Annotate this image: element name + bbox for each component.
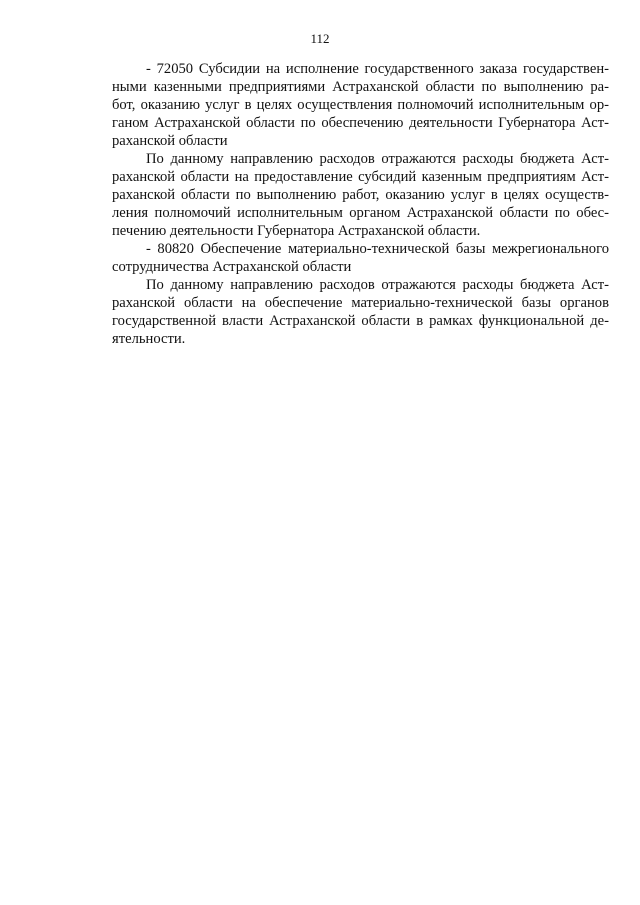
paragraph-72050-description [112,150,609,240]
text-line: раханской области по выполнению работ, оказанию услуг в целях осуществ- [112,187,609,203]
document-body [112,60,609,348]
page-number: 112 [310,31,330,46]
text-line: По данному направлению расходов отражаются расходы бюджета Аст- [146,277,609,293]
text-line: раханской области [112,133,228,149]
text-line: сотрудничества Астраханской области [112,259,352,275]
paragraph-80820-description [112,276,609,348]
text-line: ными казенными предприятиями Астраханской области по выполнению ра- [112,79,609,95]
text-line: По данному направлению расходов отражаются расходы бюджета Аст- [146,151,609,167]
text-line: ления полномочий исполнительным органом Астраханской области по обес- [112,205,609,221]
text-line: печению деятельности Губернатора Астраханской области. [112,223,481,239]
paragraph-code-80820 [112,240,609,276]
paragraph-code-72050 [112,60,609,150]
text-line: государственной власти Астраханской области в рамках функциональной де- [112,313,609,329]
text-line: ятельности. [112,331,186,347]
text-line: - 80820 Обеспечение материально-технической базы межрегионального [146,241,609,257]
text-line: ганом Астраханской области по обеспечению деятельности Губернатора Аст- [112,115,609,131]
text-line: - 72050 Субсидии на исполнение государственного заказа государствен- [146,61,609,77]
text-line: раханской области на предоставление субсидий казенным предприятиям Аст- [112,169,609,185]
text-line: бот, оказанию услуг в целях осуществления полномочий исполнительным ор- [112,97,609,113]
text-line: раханской области на обеспечение материально-технической базы органов [112,295,609,311]
